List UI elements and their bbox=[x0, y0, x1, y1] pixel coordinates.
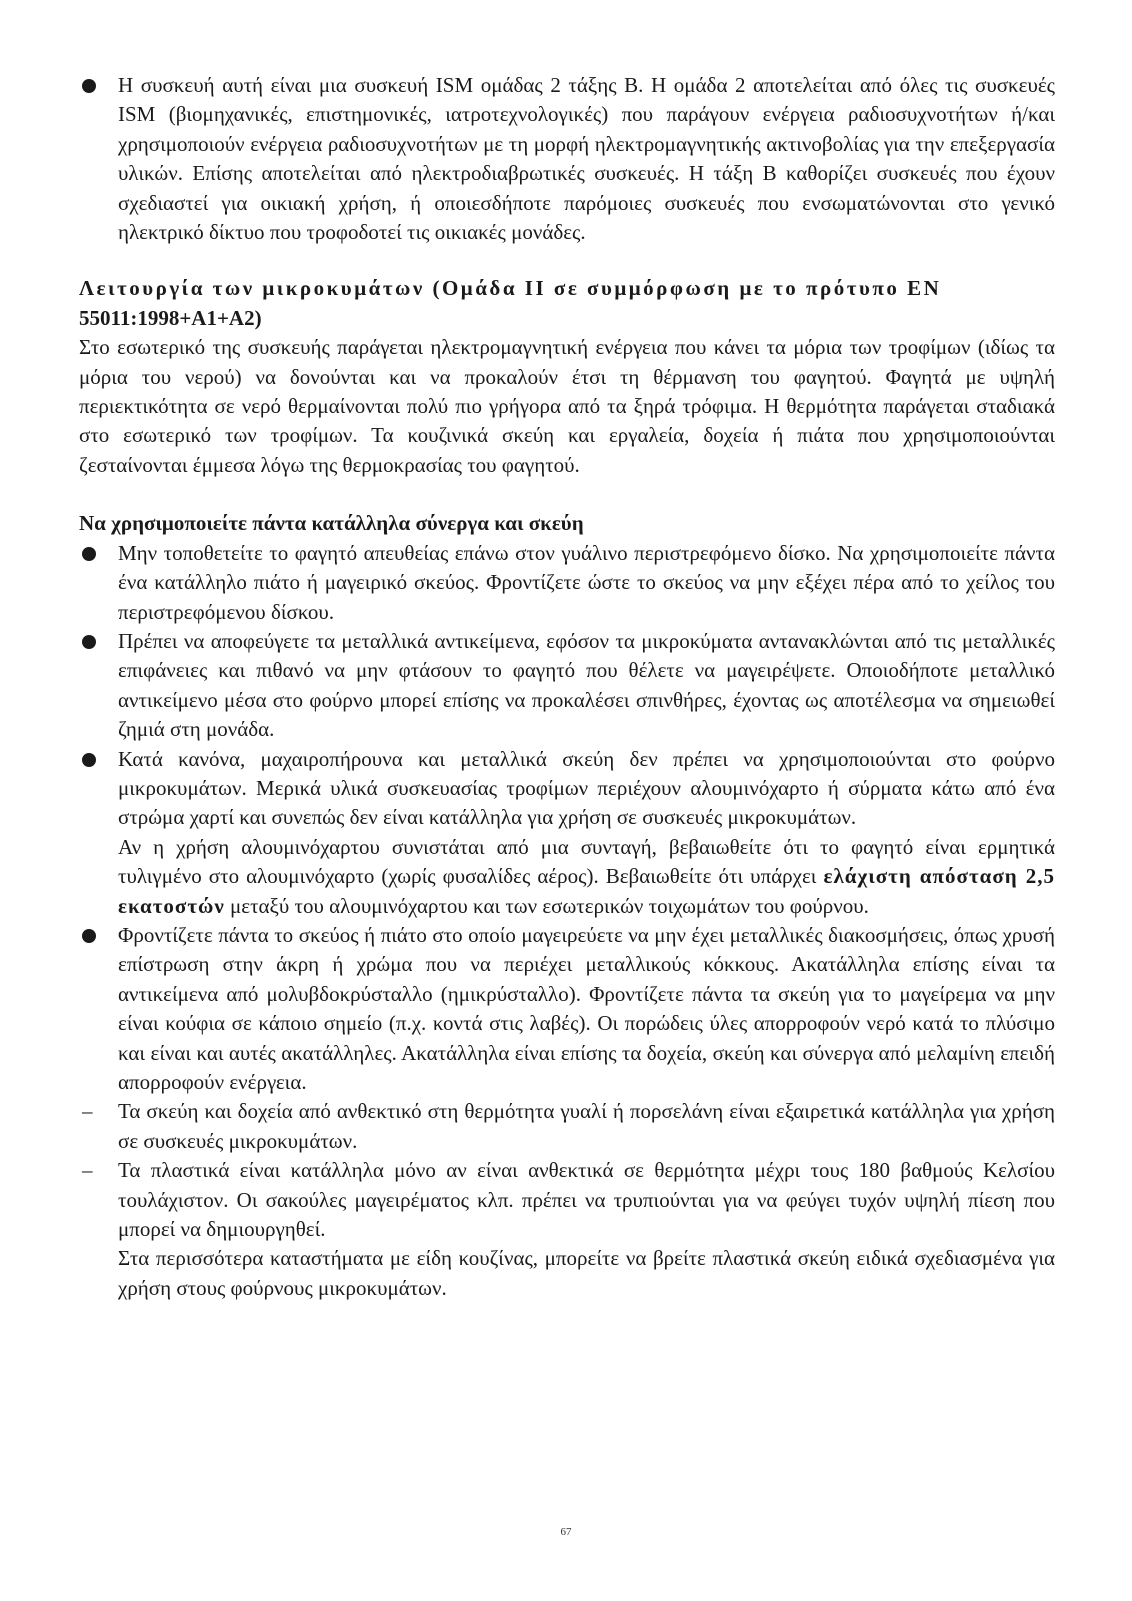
bullet-icon bbox=[82, 79, 96, 93]
list-item-no-direct-placement bbox=[79, 539, 1055, 627]
paragraph-text: Κατά κανόνα, μαχαιροπήρουνα και μεταλλικά σκεύη δεν πρέπει να χρησιμοποιούνται στο φούρνο μικροκυμάτων. Μερικά υλικά συσκευασίας τροφίμων περιέχουν αλουμινόχαρτο ή σύρματα κάτω από ένα στρώμα χαρτί και συνεπώς δεν είναι κατάλληλα για χρήση σε συσκευές μικροκυμάτων. bbox=[118, 746, 1055, 830]
emphasis-distance: ελάχιστη απόσταση 2,5 εκατοστών bbox=[118, 864, 1055, 918]
dash-item-glass-porcelain bbox=[79, 1097, 1055, 1156]
paragraph-text: Τα σκεύη και δοχεία από ανθεκτικό στη θερμότητα γυαλί ή πορσελάνη είναι εξαιρετικά κατάλληλα για χρήση σε συσκευές μικροκυμάτων. bbox=[118, 1099, 1055, 1153]
paragraph-text: Η συσκευή αυτή είναι μια συσκευή ISM ομάδας 2 τάξης B. Η ομάδα 2 αποτελείται από όλες τις συσκευές ISM (βιομηχανικές, επιστημονικές, ιατροτεχνολογικές) που παράγουν ενέργεια ραδιοσυχνοτήτων ή/και χρησιμοποιούν ενέργεια ραδιοσυχνοτήτων με τη μορφή ηλεκτρομαγνητικής ακτινοβολίας για την επεξεργασία υλικών. Επίσης αποτελείται από ηλεκτροδιαβρωτικές συσκευές. Η τάξη B καθορίζει συσκευές που έχουν σχεδιαστεί για οικιακή χρήση, ή οποιεσδήποτε παρόμοιες συσκευές που ενσωματώνονται στο γενικό ηλεκτρικό δίκτυο που τροφοδοτεί τις οικιακές μονάδες. bbox=[118, 73, 1055, 245]
bullet-icon bbox=[82, 547, 96, 561]
heading-line: Λειτουργία των μικροκυμάτων (Ομάδα II σε συμμόρφωση με το πρότυπο EN bbox=[79, 276, 942, 301]
text-run: Αν η χρήση αλουμινόχαρτου συνιστάται από μια συνταγή, βεβαιωθείτε ότι το φαγητό είναι ερμητικά τυλιγμένο στο αλουμινόχαρτο (χωρίς φυσαλίδες αέρος). Βεβαιωθείτε ότι υπάρχει bbox=[118, 834, 1055, 889]
paragraph-text-continued: Στα περισσότερα καταστήματα με είδη κουζίνας, μπορείτε να βρείτε πλαστικά σκεύη ειδικά σχεδιασμένα για χρήση στους φούρνους μικροκυμάτων. bbox=[118, 1246, 1055, 1300]
list-item-ism-class bbox=[79, 71, 1055, 247]
paragraph-text: Πρέπει να αποφεύγετε τα μεταλλικά αντικείμενα, εφόσον τα μικροκύματα αντανακλώνται από τις μεταλλικές επιφάνειες και πιθανό να μην φτάσουν το φαγητό που θέλετε να μαγειρέψετε. Οποιοδήποτε μεταλλικό αντικείμενο μέσα στο φούρνο μπορεί επίσης να προκαλέσει σπινθήρες, έχοντας ως αποτέλεσμα να σημειωθεί ζημιά στη μονάδα. bbox=[118, 628, 1055, 742]
document-page bbox=[79, 71, 1055, 1303]
bullet-icon bbox=[82, 635, 96, 649]
section-body-microwave-operation: Στο εσωτερικό της συσκευής παράγεται ηλεκτρομαγνητική ενέργεια που κάνει τα μόρια των τροφίμων (ιδίως τα μόρια του νερού) να δονούνται και να προκαλούν έτσι τη θέρμανση του φαγητού. Φαγητά με υψηλή περιεκτικότητα σε νερό θερμαίνονται πολύ πιο γρήγορα από τα ξηρά τρόφιμα. Η θερμότητα παράγεται σταδιακά στο εσωτερικό των τροφίμων. Τα κουζινικά σκεύη και εργαλεία, δοχεία ή πιάτα που χρησιμοποιούνται ζεσταίνονται έμμεσα λόγω της θερμοκρασίας του φαγητού. bbox=[79, 335, 1055, 477]
bullet-icon bbox=[82, 929, 96, 943]
dash-marker: – bbox=[82, 1158, 93, 1183]
list-item-decorations bbox=[79, 921, 1055, 1097]
text-run: μεταξύ του αλουμινόχαρτου και των εσωτερικών τοιχωμάτων του φούρνου. bbox=[224, 893, 869, 918]
paragraph-text-continued bbox=[118, 833, 1055, 921]
section-heading-utensils: Να χρησιμοποιείτε πάντα κατάλληλα σύνεργα και σκεύη bbox=[79, 511, 584, 536]
section-heading-microwave-operation bbox=[79, 274, 1055, 333]
paragraph-text: Τα πλαστικά είναι κατάλληλα μόνο αν είναι ανθεκτικά σε θερμότητα μέχρι τους 180 βαθμούς Κελσίου τουλάχιστον. Οι σακούλες μαγειρέματος κλπ. πρέπει να τρυπιούνται για να φεύγει τυχόν υψηλή πίεση που μπορεί να δημιουργηθεί. bbox=[118, 1158, 1055, 1242]
list-item-avoid-metal bbox=[79, 627, 1055, 745]
list-item-cutlery bbox=[79, 745, 1055, 921]
page-number: 67 bbox=[560, 1526, 572, 1538]
heading-line: 55011:1998+A1+A2) bbox=[79, 305, 262, 330]
paragraph-text: Φροντίζετε πάντα το σκεύος ή πιάτο στο οποίο μαγειρεύετε να μην έχει μεταλλικές διακοσμήσεις, όπως χρυσή επίστρωση στην άκρη ή χρώμα που να περιέχει μεταλλικούς κόκκους. Ακατάλληλα επίσης είναι τα αντικείμενα από μολυβδοκρύσταλλο (ημικρύσταλλο). Φροντίζετε πάντα τα σκεύη για το μαγείρεμα να μην είναι κούφια σε κάποιο σημείο (π.χ. κοντά στις λαβές). Οι πορώδεις ύλες απορροφούν νερό κατά το πλύσιμο και είναι και αυτές ακατάλληλες. Ακατάλληλα είναι επίσης τα δοχεία, σκεύη και σύνεργα από μελαμίνη επειδή απορροφούν ενέργεια. bbox=[118, 922, 1055, 1094]
bullet-icon bbox=[82, 753, 96, 767]
dash-item-plastics bbox=[79, 1156, 1055, 1303]
paragraph-text: Μην τοποθετείτε το φαγητό απευθείας επάνω στον γυάλινο περιστρεφόμενο δίσκο. Να χρησιμοποιείτε πάντα ένα κατάλληλο πιάτο ή μαγειρικό σκεύος. Φροντίζετε ώστε το σκεύος να μην εξέχει πέρα από το χείλος του περιστρεφόμενου δίσκου. bbox=[118, 540, 1055, 624]
dash-marker: – bbox=[82, 1099, 93, 1124]
